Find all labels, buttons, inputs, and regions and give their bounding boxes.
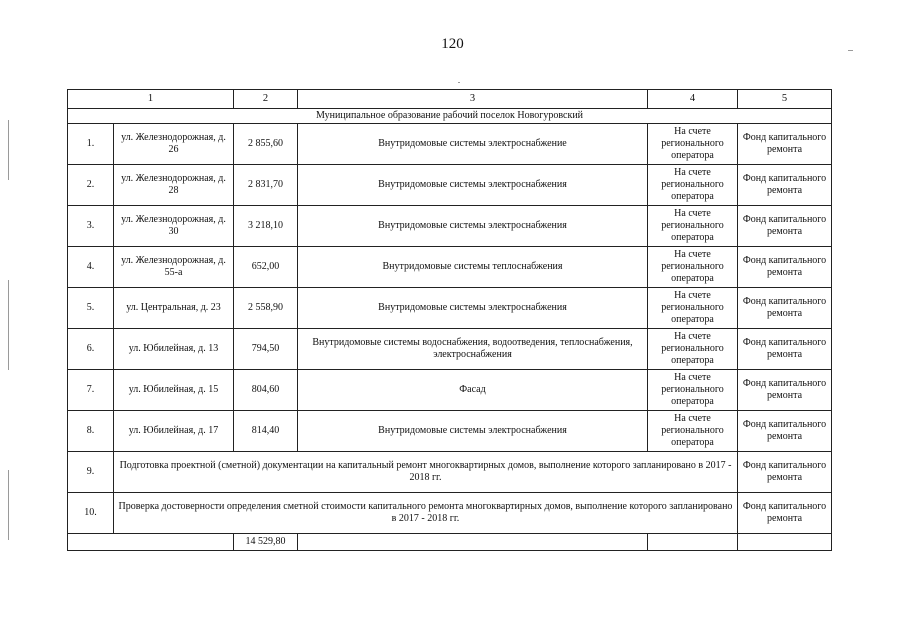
header-cell: 5 [738,90,832,109]
scan-mark [458,82,460,83]
row-owner: На счете регионального оператора [648,288,738,329]
row-source: Фонд капитального ремонта [738,288,832,329]
row-address: ул. Железнодорожная, д. 26 [114,124,234,165]
header-cell: 2 [234,90,298,109]
row-area: 3 218,10 [234,206,298,247]
table-row [68,124,832,165]
total-blank [68,534,234,551]
table-row [68,411,832,452]
row-owner: На счете регионального оператора [648,411,738,452]
row-address: ул. Юбилейная, д. 15 [114,370,234,411]
row-number: 3. [68,206,114,247]
row-owner: На счете регионального оператора [648,329,738,370]
table-row [68,329,832,370]
total-blank [298,534,648,551]
row-number: 9. [68,452,114,493]
row-number: 4. [68,247,114,288]
header-row [68,90,832,109]
total-blank [738,534,832,551]
row-area: 814,40 [234,411,298,452]
row-number: 7. [68,370,114,411]
row-work: Внутридомовые системы электроснабжения [298,288,648,329]
row-work: Внутридомовые системы электроснабжения [298,411,648,452]
row-address: ул. Железнодорожная, д. 30 [114,206,234,247]
row-address: ул. Юбилейная, д. 13 [114,329,234,370]
row-address: ул. Железнодорожная, д. 28 [114,165,234,206]
row-owner: На счете регионального оператора [648,165,738,206]
row-area: 2 558,90 [234,288,298,329]
row-number: 5. [68,288,114,329]
total-area: 14 529,80 [234,534,298,551]
table-row [68,288,832,329]
table-row [68,370,832,411]
scan-mark [848,50,853,51]
row-source: Фонд капитального ремонта [738,329,832,370]
row-owner: На счете регионального оператора [648,206,738,247]
table-row [68,452,832,493]
row-work: Внутридомовые системы водоснабжения, водоотведения, теплоснабжения, электроснабжения [298,329,648,370]
row-source: Фонд капитального ремонта [738,493,832,534]
table-row [68,206,832,247]
row-source: Фонд капитального ремонта [738,452,832,493]
row-work: Фасад [298,370,648,411]
header-cell: 1 [68,90,234,109]
total-row [68,534,832,551]
row-owner: На счете регионального оператора [648,124,738,165]
scan-mark [8,120,9,180]
header-cell: 4 [648,90,738,109]
row-address: ул. Юбилейная, д. 17 [114,411,234,452]
row-area: 2 831,70 [234,165,298,206]
row-source: Фонд капитального ремонта [738,124,832,165]
row-number: 1. [68,124,114,165]
section-title: Муниципальное образование рабочий поселок Новогуровский [68,109,832,124]
row-owner: На счете регионального оператора [648,370,738,411]
table-row [68,165,832,206]
row-work: Внутридомовые системы электроснабжение [298,124,648,165]
row-source: Фонд капитального ремонта [738,370,832,411]
row-work-description: Проверка достоверности определения сметной стоимости капитального ремонта многоквартирных домов, выполнение которого запланировано в 2017 - 2018 гг. [114,493,738,534]
row-number: 2. [68,165,114,206]
repair-table [67,89,832,551]
row-source: Фонд капитального ремонта [738,206,832,247]
row-work: Внутридомовые системы электроснабжения [298,206,648,247]
scan-mark [8,280,9,370]
section-row [68,109,832,124]
row-source: Фонд капитального ремонта [738,411,832,452]
row-work: Внутридомовые системы теплоснабжения [298,247,648,288]
row-number: 10. [68,493,114,534]
scan-mark [8,470,9,540]
header-cell: 3 [298,90,648,109]
row-source: Фонд капитального ремонта [738,247,832,288]
total-blank [648,534,738,551]
row-number: 8. [68,411,114,452]
row-number: 6. [68,329,114,370]
row-address: ул. Железнодорожная, д. 55-а [114,247,234,288]
row-work: Внутридомовые системы электроснабжения [298,165,648,206]
row-area: 804,60 [234,370,298,411]
row-owner: На счете регионального оператора [648,247,738,288]
row-area: 652,00 [234,247,298,288]
row-address: ул. Центральная, д. 23 [114,288,234,329]
row-source: Фонд капитального ремонта [738,165,832,206]
row-work-description: Подготовка проектной (сметной) документации на капитальный ремонт многоквартирных домов, выполнение которого запланировано в 2017 - 2018 гг. [114,452,738,493]
row-area: 794,50 [234,329,298,370]
row-area: 2 855,60 [234,124,298,165]
page-number: 120 [441,36,464,52]
table-row [68,493,832,534]
table-row [68,247,832,288]
